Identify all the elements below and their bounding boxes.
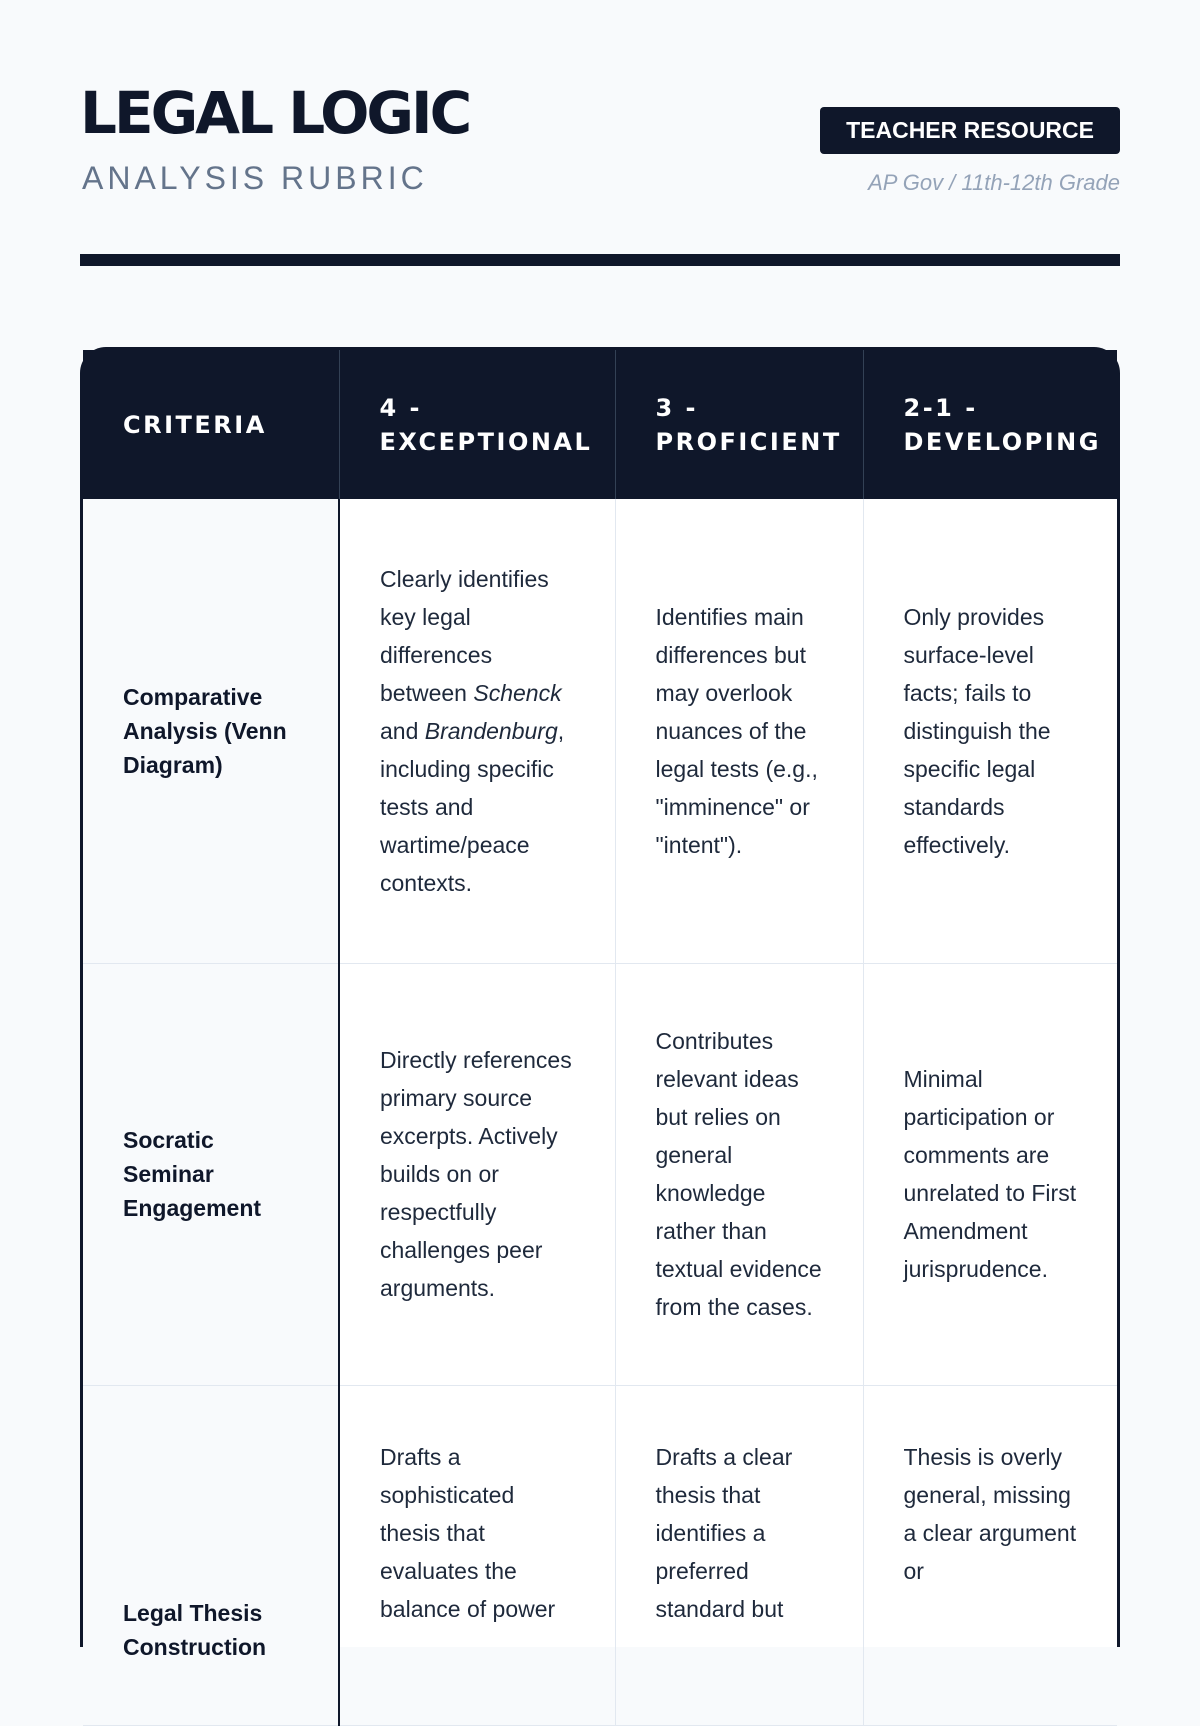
developing-cell: Only provides surface-level facts; fails to distinguish the specific legal standards effectively.: [863, 499, 1117, 963]
exceptional-cell: [339, 499, 615, 963]
case-name: Brandenburg: [424, 717, 558, 744]
column-header-developing: 2-1 - DEVELOPING: [863, 350, 1117, 499]
table-row: [83, 499, 1117, 963]
criteria-cell: Socratic Seminar Engagement: [83, 963, 339, 1385]
criteria-cell: Legal Thesis Construction: [83, 1385, 339, 1725]
table-header-row: [83, 350, 1117, 499]
proficient-cell: Drafts a clear thesis that identifies a preferred standard but: [615, 1385, 863, 1725]
page-subtitle: ANALYSIS RUBRIC: [82, 160, 428, 196]
column-header-exceptional: 4 - EXCEPTIONAL: [339, 350, 615, 499]
grade-level: AP Gov / 11th-12th Grade: [868, 170, 1120, 195]
criteria-cell: Comparative Analysis (Venn Diagram): [83, 499, 339, 963]
table-row: [83, 963, 1117, 1385]
rubric-table: [83, 350, 1117, 1726]
cell-text: Clearly identifies key legal differences between: [380, 565, 549, 706]
column-header-criteria: CRITERIA: [83, 350, 339, 499]
exceptional-cell: Directly references primary source excerpts. Actively builds on or respectfully challenges peer arguments.: [339, 963, 615, 1385]
header-divider: [80, 254, 1120, 266]
rubric-table-container: [80, 347, 1120, 1660]
page-header: [80, 80, 1120, 200]
page-title: LEGAL LOGIC: [80, 79, 470, 147]
proficient-cell: Identifies main differences but may overlook nuances of the legal tests (e.g., "imminence" or "intent").: [615, 499, 863, 963]
cell-text: and: [380, 717, 425, 744]
column-header-proficient: 3 - PROFICIENT: [615, 350, 863, 499]
cell-text: , including specific tests and wartime/peace contexts.: [380, 717, 565, 896]
exceptional-cell: Drafts a sophisticated thesis that evaluates the balance of power: [339, 1385, 615, 1725]
developing-cell: Thesis is overly general, missing a clear argument or: [863, 1385, 1117, 1725]
resource-badge: TEACHER RESOURCE: [820, 107, 1120, 154]
developing-cell: Minimal participation or comments are unrelated to First Amendment jurisprudence.: [863, 963, 1117, 1385]
case-name: Schenck: [473, 679, 562, 706]
table-row: [83, 1385, 1117, 1725]
proficient-cell: Contributes relevant ideas but relies on general knowledge rather than textual evidence from the cases.: [615, 963, 863, 1385]
